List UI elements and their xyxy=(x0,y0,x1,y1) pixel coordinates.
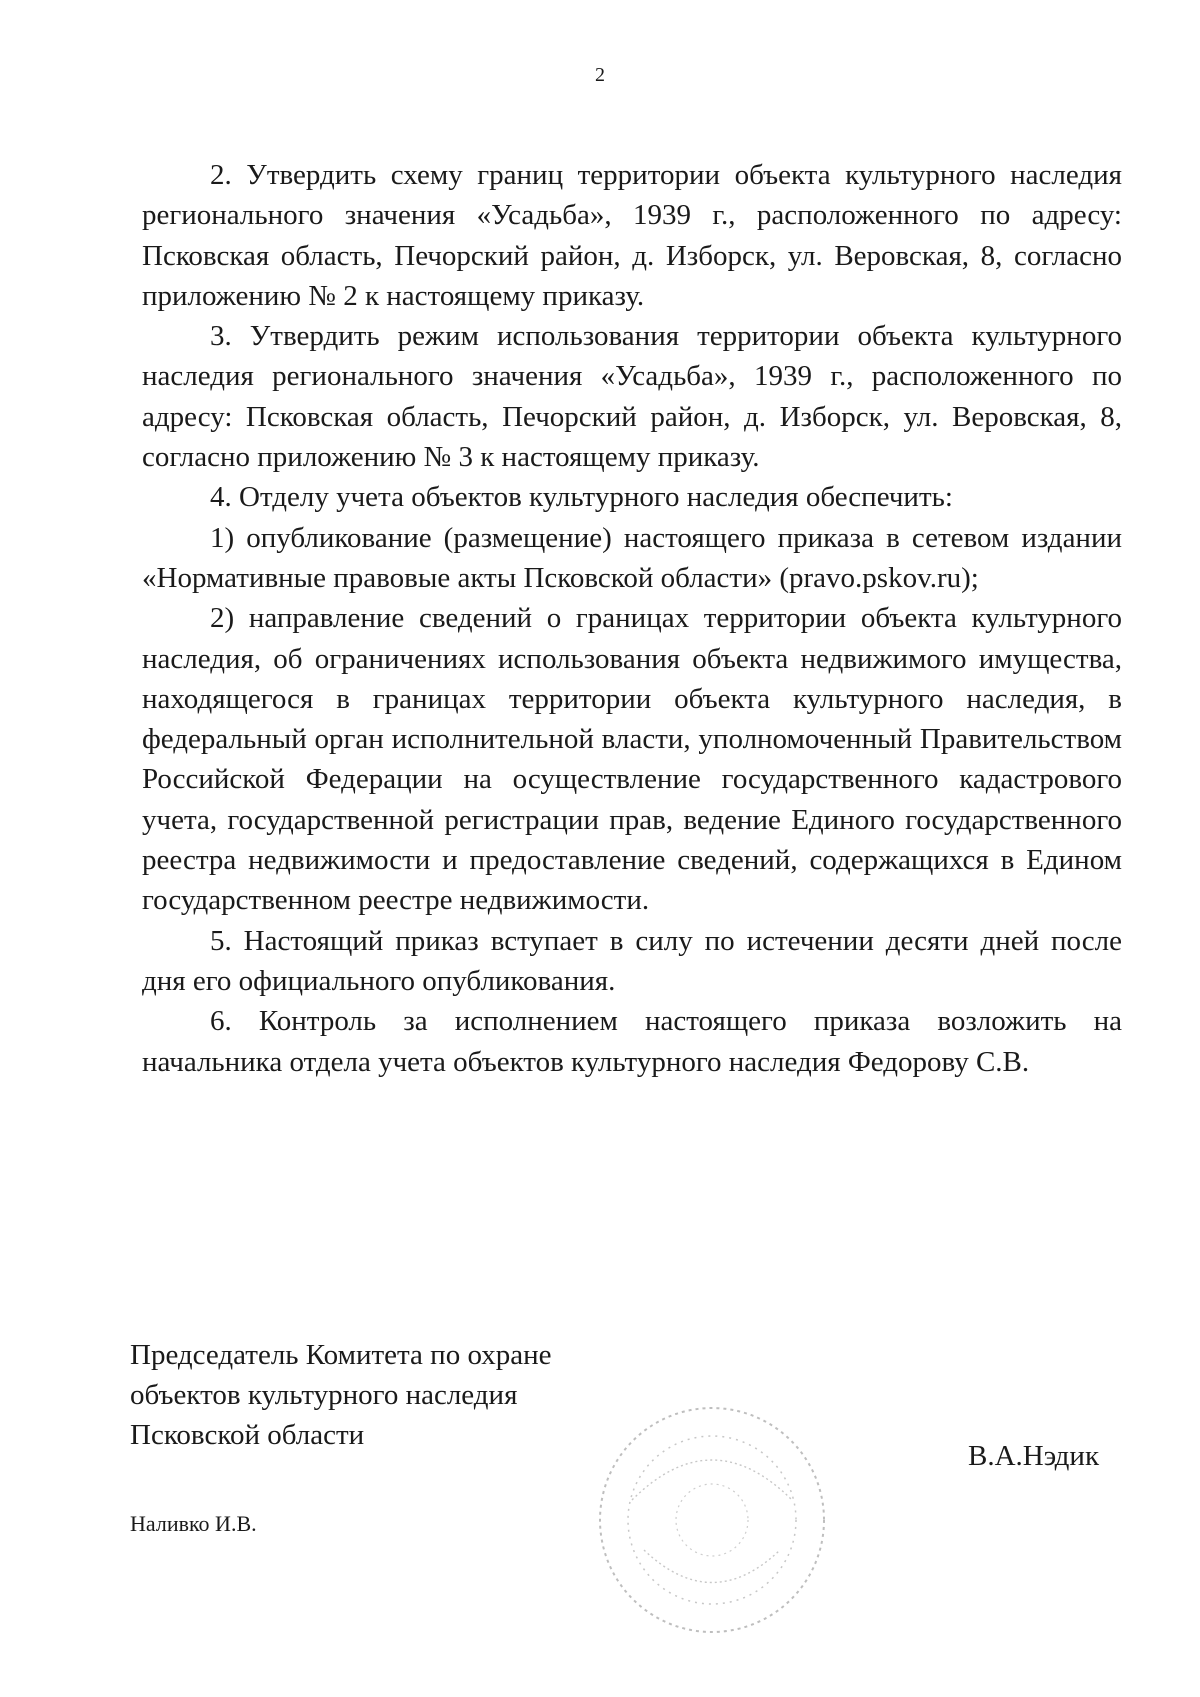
paragraph-subitem-4-1: 1) опубликование (размещение) настоящего приказа в сетевом издании «Нормативные правовые акты Псковской области» (pravo.pskov.ru); xyxy=(142,521,1122,594)
paragraph-item-6: 6. Контроль за исполнением настоящего приказа возложить на начальника отдела учета объектов культурного наследия Федорову С.В. xyxy=(142,1005,1122,1078)
paragraph-subitem-4-2: 2) направление сведений о границах территории объекта культурного наследия, об ограничениях использования объекта недвижимого имущества, находящегося в границах территории объекта культурного наследия, в федеральный орган исполнительной власти, уполномоченный Правительством Российской Федерации на осуществление государственного кадастрового учета, государственной регистрации прав, ведение Единого государственного реестра недвижимости и предоставление сведений, содержащихся в Едином государственном реестре недвижимости. xyxy=(142,602,1122,917)
executor-name: Наливко И.В. xyxy=(130,1511,257,1536)
paragraph-item-5: 5. Настоящий приказ вступает в силу по истечении десяти дней после дня его официального опубликования. xyxy=(142,924,1122,997)
paragraph-item-4: 4. Отделу учета объектов культурного наследия обеспечить: xyxy=(210,481,953,514)
paragraph-item-3: 3. Утвердить режим использования территории объекта культурного наследия регионального значения «Усадьба», 1939 г., расположенного по адресу: Псковская область, Печорский район, д. Изборск, ул. Веровская, 8, согласно приложению № 3 к настоящему приказу. xyxy=(142,320,1122,474)
official-stamp xyxy=(592,1400,832,1640)
signature-position-line: объектов культурного наследия xyxy=(130,1379,518,1411)
signature-position-line: Председатель Комитета по охране xyxy=(130,1339,552,1371)
signature-position xyxy=(130,1335,552,1455)
signature-position-line: Псковской области xyxy=(130,1419,365,1451)
signer-name: В.А.Нэдик xyxy=(968,1440,1100,1472)
document-body xyxy=(142,155,1122,1082)
page-number: 2 xyxy=(595,64,605,86)
paragraph-item-2: 2. Утвердить схему границ территории объекта культурного наследия регионального значения «Усадьба», 1939 г., расположенного по адресу: Псковская область, Печорский район, д. Изборск, ул. Веровская, 8, согласно приложению № 2 к настоящему приказу. xyxy=(142,159,1122,312)
